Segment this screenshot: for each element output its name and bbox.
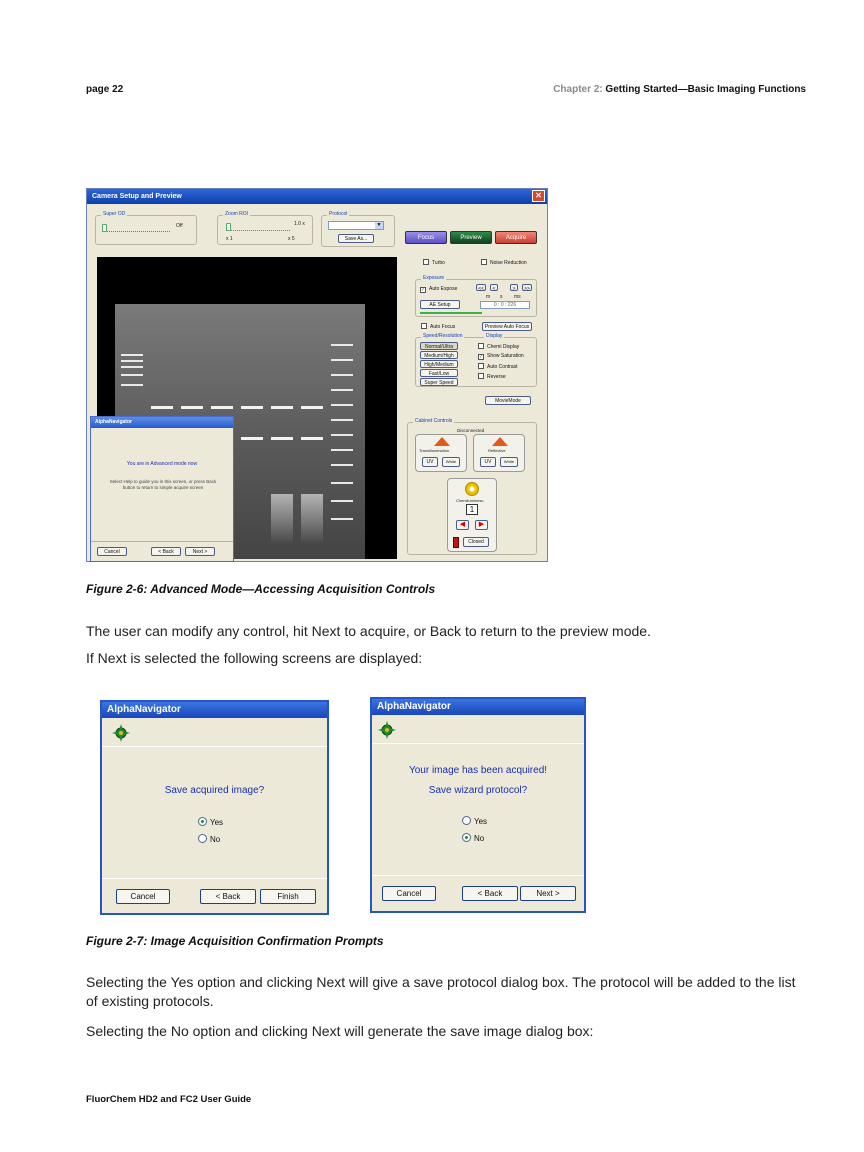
navigator-small-help: Select Help to guide you in this screen, or press Back button to return to simple acquire screen [109, 479, 217, 490]
navigator-small-message: You are in Advanced mode now [126, 461, 198, 467]
refl-uv-button[interactable]: UV [480, 457, 496, 467]
save-image-message: Save acquired image? [164, 785, 265, 796]
radio-no-label: No [474, 834, 485, 843]
speed-resolution-label: Speed/Resolution [423, 333, 463, 339]
chapter-label: Chapter 2: [553, 84, 603, 95]
window-title-bar [87, 189, 547, 204]
navigator-small-separator [91, 541, 233, 542]
radio-yes-indicator[interactable] [198, 817, 207, 826]
chevron-down-icon: ▼ [376, 222, 382, 228]
exposure-label: Exposure [423, 275, 445, 281]
page-footer: FluorChem HD2 and FC2 User Guide [86, 1094, 252, 1105]
reflective-icon [492, 437, 508, 446]
filter-position-value: 1 [466, 504, 478, 515]
zoom-max: x 5 [288, 236, 295, 242]
radio-yes-label: Yes [210, 818, 224, 827]
refl-white-button[interactable]: White [500, 457, 518, 467]
close-icon[interactable]: ✕ [532, 190, 545, 202]
super-od-slider-thumb[interactable] [102, 224, 107, 232]
zoom-min: x 1 [226, 236, 233, 242]
speed-display-group [415, 333, 537, 387]
reflective-panel [473, 434, 525, 472]
protocol-group [321, 211, 395, 247]
stepper-left-icon[interactable]: << [476, 284, 486, 291]
speed-option-high-medium[interactable]: High/Medium [420, 360, 458, 368]
super-od-value: Off [176, 223, 183, 229]
trans-uv-button[interactable]: UV [422, 457, 438, 467]
radio-no-indicator[interactable] [198, 834, 207, 843]
exposure-time-field[interactable]: 0 : 0 : 226 [480, 301, 530, 309]
chemi-display-checkbox[interactable] [478, 343, 519, 350]
speed-option-fast-low[interactable]: Fast/Low [420, 369, 458, 377]
radio-no[interactable] [198, 834, 220, 844]
navigator-small-next-button[interactable]: Next > [185, 547, 215, 556]
acquire-button[interactable]: Acquire [495, 231, 537, 244]
preview-auto-focus-button[interactable]: Preview Auto Focus [482, 322, 532, 331]
chapter-heading [553, 84, 806, 95]
super-od-label: Super OD [103, 211, 126, 217]
radio-no-indicator[interactable] [462, 833, 471, 842]
reflective-label: Reflective [488, 448, 506, 453]
dialog-top-separator [372, 743, 584, 744]
paragraph-3: Selecting the Yes option and clicking Next will give a save protocol dialog box. The protocol will be added to the list of existing protocols. [86, 974, 796, 1009]
save-image-dialog [100, 700, 329, 915]
exposure-unit-m: m [486, 294, 491, 300]
radio-no[interactable] [462, 833, 484, 843]
noise-reduction-label: Noise Reduction [490, 260, 527, 266]
radio-yes[interactable] [198, 817, 223, 827]
paragraph-1: The user can modify any control, hit Next to acquire, or Back to return to the preview mode. [86, 623, 651, 639]
camera-setup-window [86, 188, 548, 562]
zoom-slider-track[interactable] [226, 230, 290, 231]
turbo-checkbox[interactable] [423, 259, 445, 266]
zoom-slider-thumb[interactable] [226, 223, 231, 231]
paragraph-4: Selecting the No option and clicking Next will generate the save image dialog box: [86, 1023, 594, 1039]
trans-white-button[interactable]: White [442, 457, 460, 467]
alpha-navigator-logo-icon [378, 721, 396, 739]
preview-button[interactable]: Preview [450, 231, 492, 244]
chemi-display-label: Chemi Display [487, 344, 520, 350]
cabinet-status: Disconnected [457, 428, 485, 433]
speed-option-medium-high[interactable]: Medium/High [420, 351, 458, 359]
alpha-navigator-logo-icon [112, 724, 130, 742]
arrow-right-icon[interactable]: ▶ [475, 520, 488, 530]
super-od-group [95, 211, 197, 245]
save-protocol-dialog [370, 697, 586, 913]
page-number: page 22 [86, 84, 124, 95]
cabinet-controls-label: Cabinet Controls [415, 418, 453, 424]
speed-option-super-speed[interactable]: Super Speed [420, 378, 458, 386]
show-saturation-label: Show Saturation [487, 353, 524, 359]
movie-mode-button[interactable]: MovieMode [485, 396, 531, 405]
noise-reduction-checkbox[interactable] [481, 259, 527, 266]
exposure-steppers[interactable] [476, 284, 536, 292]
protocol-select[interactable] [328, 221, 384, 230]
radio-yes[interactable] [462, 816, 487, 826]
speed-option-normal-ultra[interactable]: Normal/Ultra [420, 342, 458, 350]
closed-button[interactable]: Closed [463, 537, 489, 547]
super-od-slider-track[interactable] [102, 231, 170, 232]
stepper-inc-icon[interactable]: > [510, 284, 518, 291]
arrow-left-icon[interactable]: ◀ [456, 520, 469, 530]
transillumination-label: Transillumination [419, 448, 450, 453]
chapter-title: Getting Started—Basic Imaging Functions [605, 84, 806, 95]
image-acquired-message: Your image has been acquired! [408, 765, 548, 776]
zoom-roi-group [217, 211, 313, 245]
chemiluminescence-icon [465, 482, 479, 496]
display-label: Display [486, 333, 503, 339]
reverse-checkbox[interactable] [478, 373, 506, 380]
zoom-roi-label: Zoom ROI [225, 211, 249, 217]
auto-expose-checkbox[interactable]: ✓ Auto Expose [421, 286, 458, 293]
dialog-bottom-separator [102, 878, 327, 879]
ae-setup-button[interactable]: AE Setup [420, 300, 460, 309]
save-protocol-message: Save wizard protocol? [428, 785, 528, 796]
dialog-bottom-separator [372, 875, 584, 876]
exposure-unit-ms: ms [514, 294, 521, 300]
exposure-unit-s: s [500, 294, 503, 300]
auto-contrast-label: Auto Contrast [487, 364, 518, 370]
transillumination-panel [415, 434, 467, 472]
chemiluminescence-label: Chemiluminesc. [456, 498, 485, 503]
radio-yes-indicator[interactable] [462, 816, 471, 825]
stepper-right-icon[interactable]: >> [522, 284, 532, 291]
protocol-label: Protocol [329, 211, 348, 217]
auto-focus-label: Auto Focus [430, 324, 456, 330]
auto-contrast-checkbox[interactable] [478, 363, 518, 370]
exposure-group [415, 275, 537, 317]
cancel-button[interactable]: Cancel [382, 886, 436, 901]
figure-2-7-caption: Figure 2-7: Image Acquisition Confirmation Prompts [86, 934, 384, 948]
back-button[interactable]: < Back [462, 886, 518, 901]
transillumination-icon [434, 437, 450, 446]
navigator-small-cancel-button[interactable]: Cancel [97, 547, 127, 556]
window-title: Camera Setup and Preview [92, 193, 182, 200]
save-protocol-dialog-title: AlphaNavigator [372, 699, 584, 715]
focus-button[interactable]: Focus [405, 231, 447, 244]
reverse-label: Reverse [487, 374, 506, 380]
auto-expose-label: Auto Expose [429, 286, 458, 292]
back-button[interactable]: < Back [200, 889, 256, 904]
navigator-small-title: AlphaNavigator [91, 417, 233, 428]
finish-button[interactable]: Finish [260, 889, 316, 904]
turbo-label: Turbo [432, 260, 445, 266]
alpha-navigator-small [90, 416, 234, 562]
paragraph-2: If Next is selected the following screens are displayed: [86, 650, 423, 666]
figure-2-6-caption: Figure 2-6: Advanced Mode—Accessing Acquisition Controls [86, 582, 436, 596]
cabinet-controls [407, 418, 537, 555]
radio-no-label: No [210, 835, 221, 844]
radio-yes-label: Yes [474, 817, 488, 826]
show-saturation-checkbox[interactable]: ✓ Show Saturation [479, 353, 524, 360]
next-button[interactable]: Next > [520, 886, 576, 901]
chemiluminescence-panel [447, 478, 497, 552]
door-icon [453, 537, 459, 548]
save-image-dialog-title: AlphaNavigator [102, 702, 327, 718]
save-as-button[interactable]: Save As... [338, 234, 374, 243]
cancel-button[interactable]: Cancel [116, 889, 170, 904]
auto-focus-checkbox[interactable] [421, 323, 455, 330]
stepper-dec-icon[interactable]: < [490, 284, 498, 291]
navigator-small-back-button[interactable]: < Back [151, 547, 181, 556]
exposure-progress [420, 312, 482, 314]
zoom-value: 1.0 x [294, 221, 305, 227]
dialog-top-separator [102, 746, 327, 747]
